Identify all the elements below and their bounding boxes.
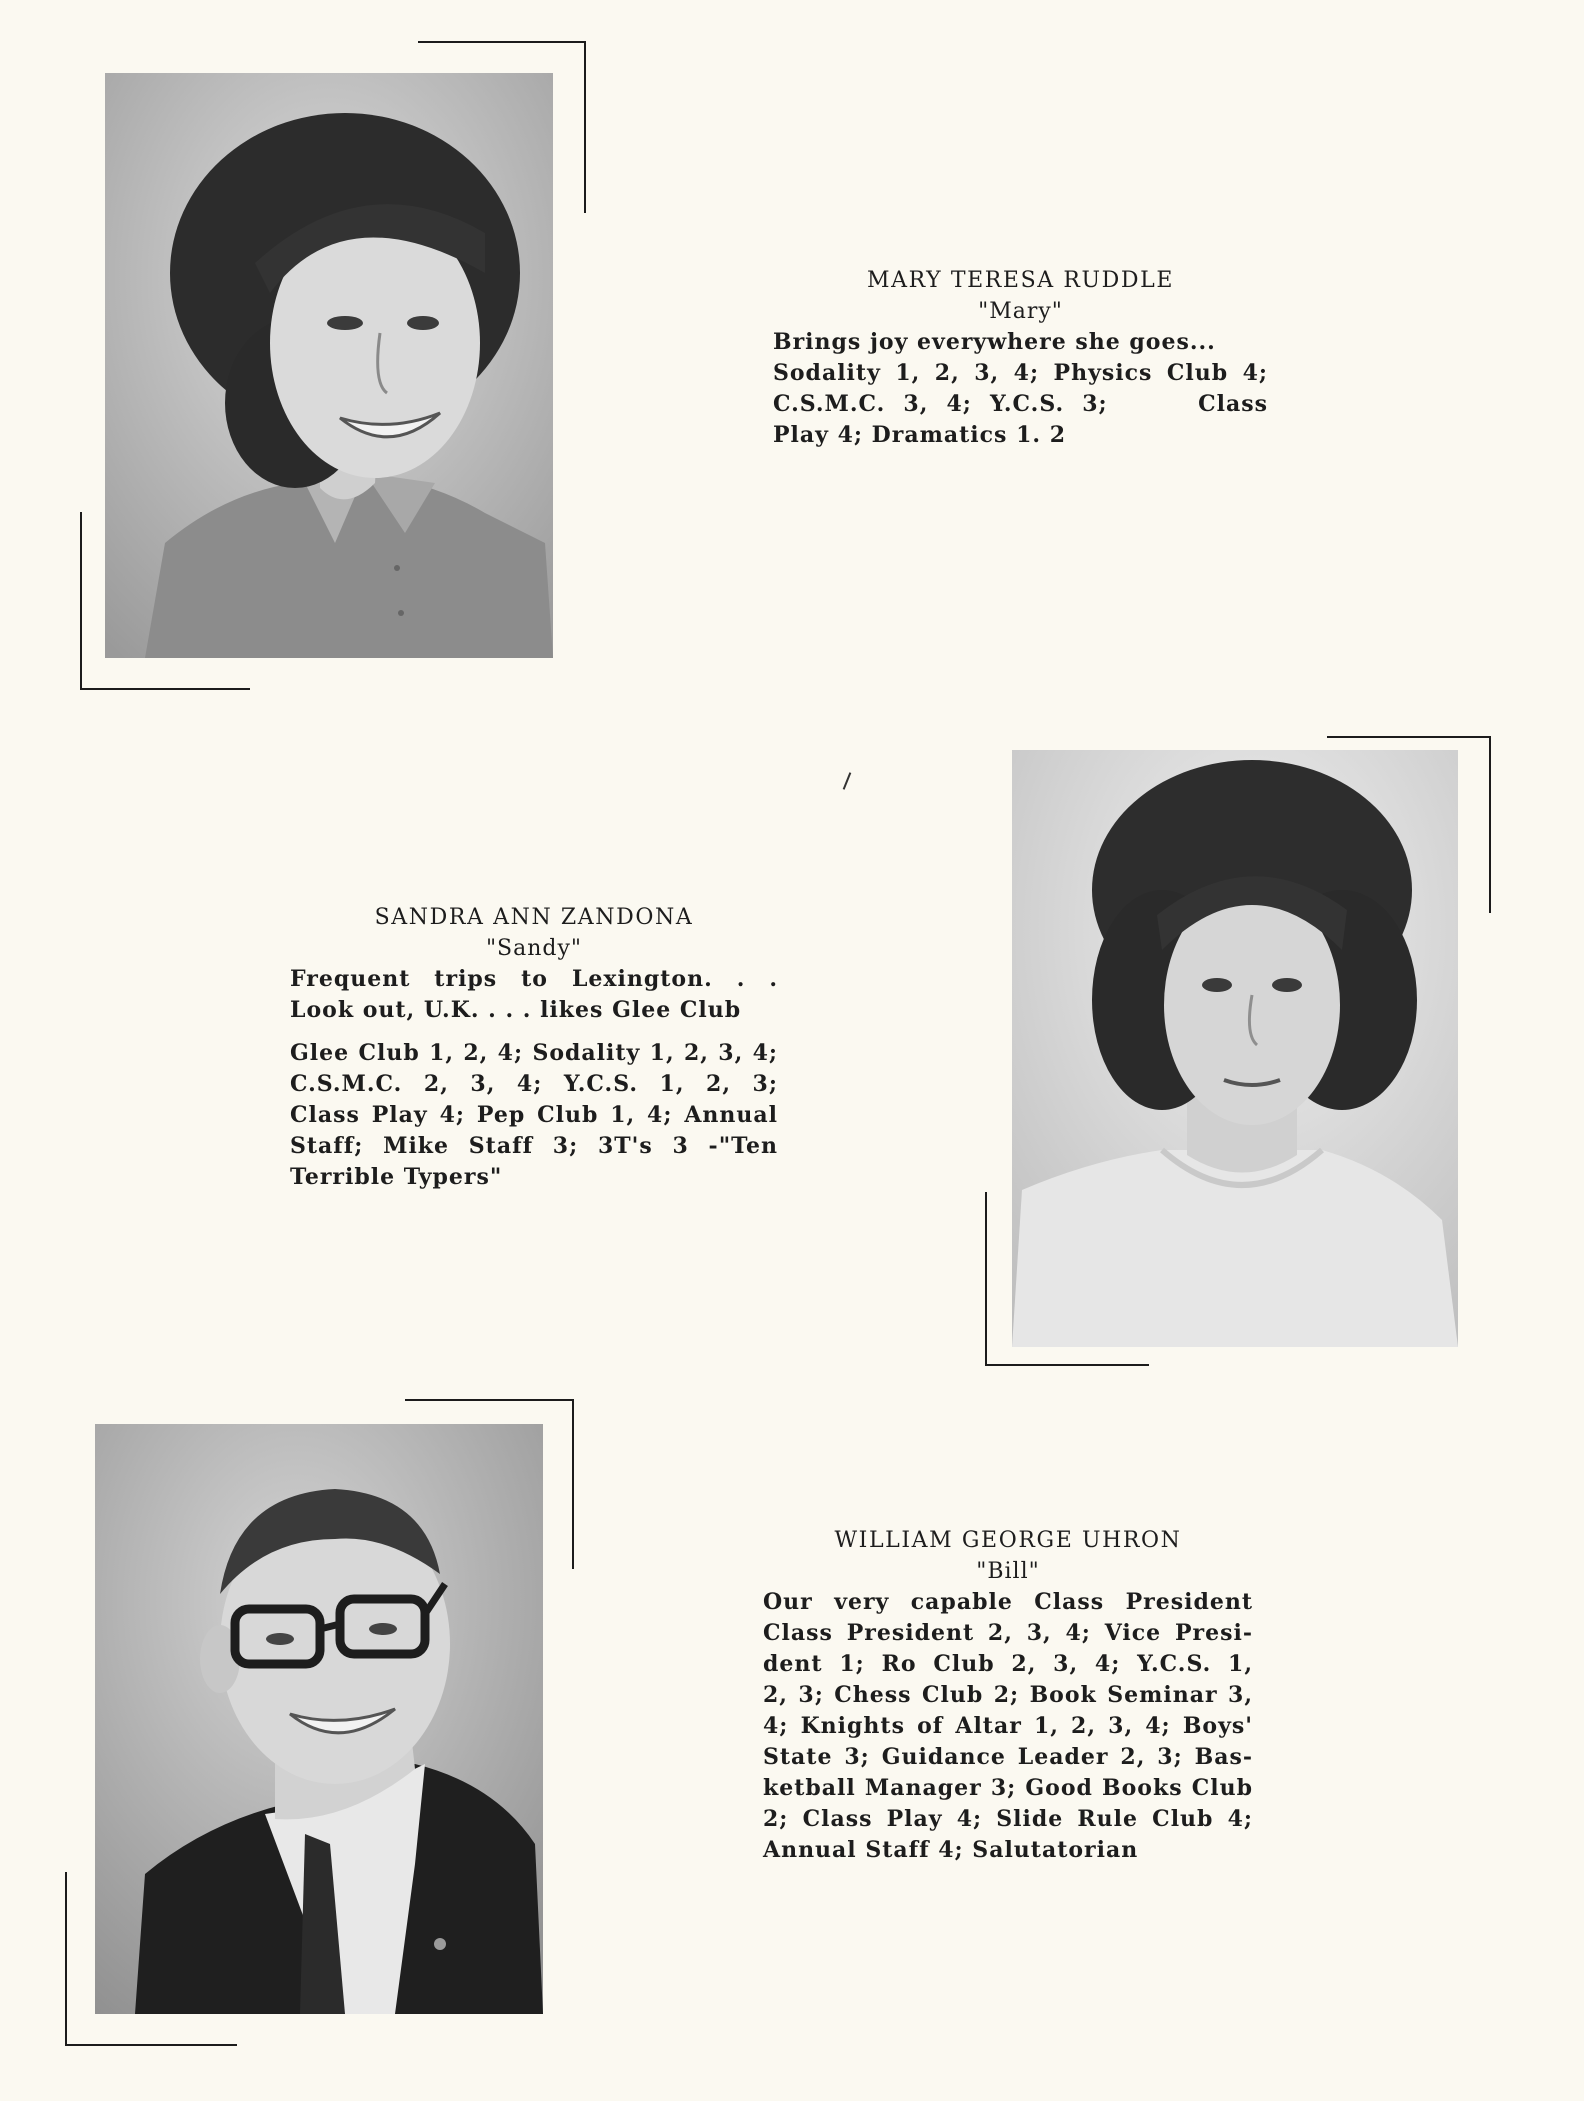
activity-line: Glee Club 1, 2, 4; Sodality 1, 2, 3, 4; xyxy=(290,1040,778,1066)
activity-line: 2, 3; Chess Club 2; Book Seminar 3, xyxy=(763,1682,1253,1708)
student-quote: Our very capable Class President xyxy=(763,1589,1253,1615)
activity-line: Terrible Typers" xyxy=(290,1164,503,1190)
activity-line: 4; Knights of Altar 1, 2, 3, 4; Boys' xyxy=(763,1713,1253,1739)
activity-line: 2; Class Play 4; Slide Rule Club 4; xyxy=(763,1806,1253,1832)
activity-line: Class President 2, 3, 4; Vice Presi- xyxy=(763,1620,1253,1646)
student-nickname: "Bill" xyxy=(976,1559,1040,1584)
activity-line: Staff; Mike Staff 3; 3T's 3 -"Ten xyxy=(290,1133,778,1159)
student-caption-uhron xyxy=(763,1525,1253,1866)
student-name: MARY TERESA RUDDLE xyxy=(867,268,1174,293)
activity-line: Annual Staff 4; Salutatorian xyxy=(763,1837,1139,1863)
activity-line: C.S.M.C. 3, 4; Y.C.S. 3; Class xyxy=(773,391,1268,417)
student-quote: Look out, U.K. . . . likes Glee Club xyxy=(290,997,742,1023)
student-caption-ruddle xyxy=(773,265,1268,451)
student-nickname: "Sandy" xyxy=(485,936,583,961)
activity-line: Play 4; Dramatics 1. 2 xyxy=(773,422,1067,448)
student-photo-zandona xyxy=(1012,750,1458,1347)
activity-line: C.S.M.C. 2, 3, 4; Y.C.S. 1, 2, 3; xyxy=(290,1071,778,1097)
student-name: SANDRA ANN ZANDONA xyxy=(374,905,694,930)
activity-line: dent 1; Ro Club 2, 3, 4; Y.C.S. 1, xyxy=(763,1651,1253,1677)
stray-mark xyxy=(843,772,852,789)
student-quote: Brings joy everywhere she goes... xyxy=(773,329,1216,355)
student-caption-zandona xyxy=(290,902,778,1193)
activity-line: ketball Manager 3; Good Books Club xyxy=(763,1775,1253,1801)
activity-line: Class Play 4; Pep Club 1, 4; Annual xyxy=(290,1102,778,1128)
activity-line: Sodality 1, 2, 3, 4; Physics Club 4; xyxy=(773,360,1268,386)
student-name: WILLIAM GEORGE UHRON xyxy=(834,1528,1182,1553)
student-nickname: "Mary" xyxy=(978,299,1063,324)
student-quote: Frequent trips to Lexington. . . xyxy=(290,966,778,992)
student-photo-ruddle xyxy=(105,73,553,658)
activity-line: State 3; Guidance Leader 2, 3; Bas- xyxy=(763,1744,1253,1770)
student-photo-uhron xyxy=(95,1424,543,2014)
